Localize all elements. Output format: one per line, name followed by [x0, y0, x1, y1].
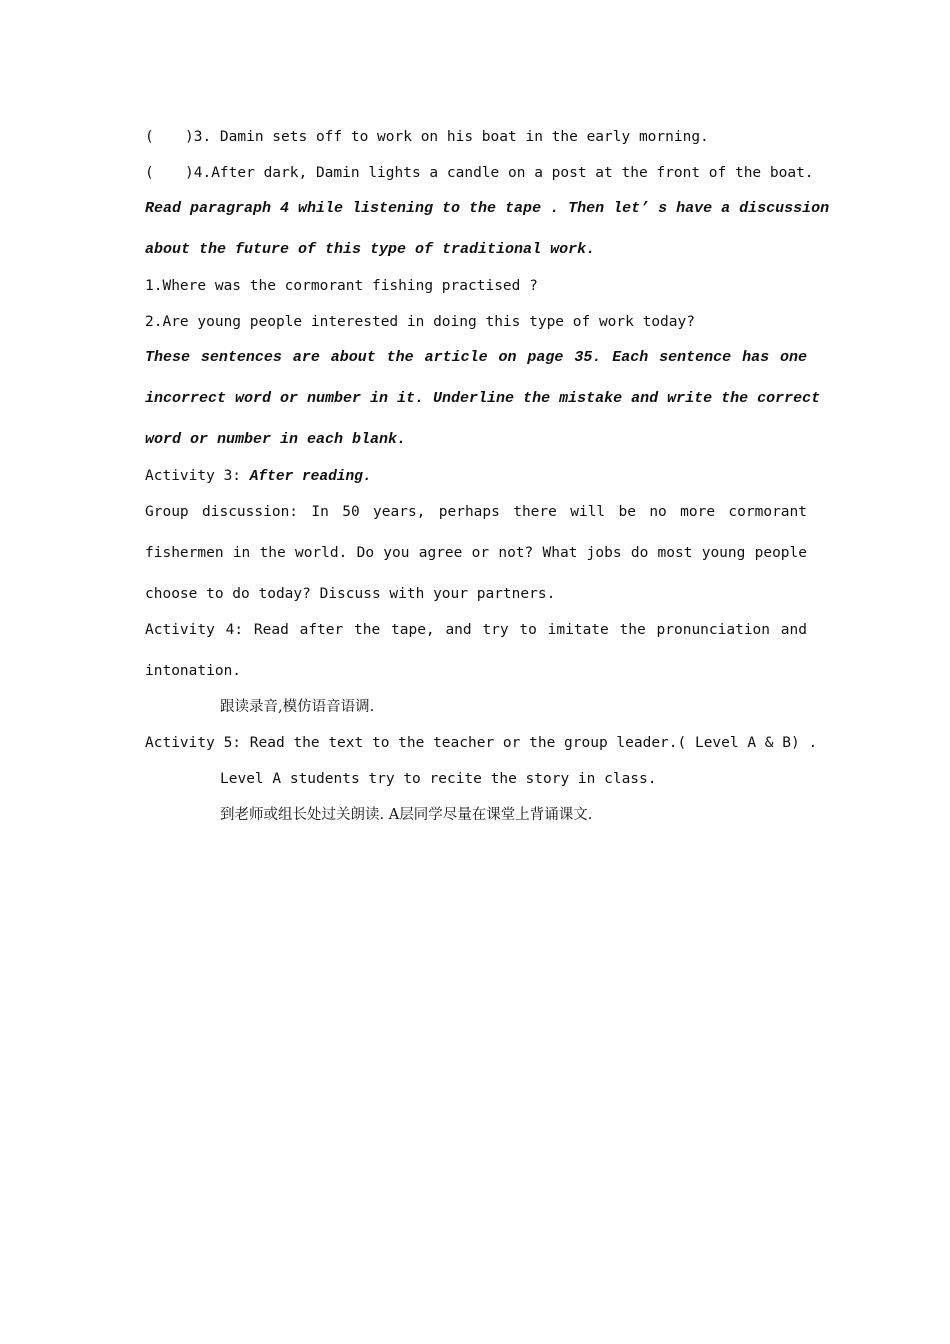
- item-3: [145, 127, 807, 147]
- instruction-2-line-2: incorrect word or number in it. Underline the mistake and write the correct: [145, 390, 821, 407]
- answer-blank-4[interactable]: (: [145, 165, 154, 181]
- group-discussion-line-2: fishermen in the world. Do you agree or not? What jobs do most young people: [145, 545, 807, 561]
- item-4: [145, 163, 814, 183]
- answer-blank-3[interactable]: (: [145, 129, 154, 145]
- activity-5-line-1: Activity 5: Read the text to the teacher or the group leader.( Level A & B) .: [145, 735, 818, 751]
- activity-3-heading: [145, 466, 807, 487]
- instruction-2-line-3: word or number in each blank.: [145, 431, 407, 448]
- item-3-text: )3. Damin sets off to work on his boat in the early morning.: [185, 129, 709, 145]
- question-2: 2.Are young people interested in doing this type of work today?: [145, 314, 695, 330]
- activity-4-line-1: Activity 4: Read after the tape, and try to imitate the pronunciation and: [145, 622, 807, 638]
- activity-5-chinese: 到老师或组长处过关朗读. A层同学尽量在课堂上背诵课文.: [220, 807, 593, 823]
- activity-4-chinese: 跟读录音,模仿语音语调.: [220, 699, 375, 715]
- question-1: 1.Where was the cormorant fishing practised ?: [145, 278, 538, 294]
- instruction-1-line-2: about the future of this type of traditional work.: [145, 241, 596, 258]
- activity-4-line-2: intonation.: [145, 663, 242, 679]
- activity-3-label: Activity 3:: [145, 468, 250, 484]
- activity-3-title: After reading.: [249, 469, 372, 485]
- item-4-text: )4.After dark, Damin lights a candle on a post at the front of the boat.: [185, 165, 814, 181]
- activity-5-line-2: Level A students try to recite the story in class.: [220, 771, 657, 787]
- group-discussion-line-3: choose to do today? Discuss with your partners.: [145, 586, 556, 602]
- instruction-1-line-1: Read paragraph 4 while listening to the tape . Then let’ s have a discussion: [145, 200, 830, 217]
- instruction-2-line-1: These sentences are about the article on page 35. Each sentence has one: [145, 349, 807, 366]
- group-discussion-line-1: Group discussion: In 50 years, perhaps there will be no more cormorant: [145, 504, 807, 520]
